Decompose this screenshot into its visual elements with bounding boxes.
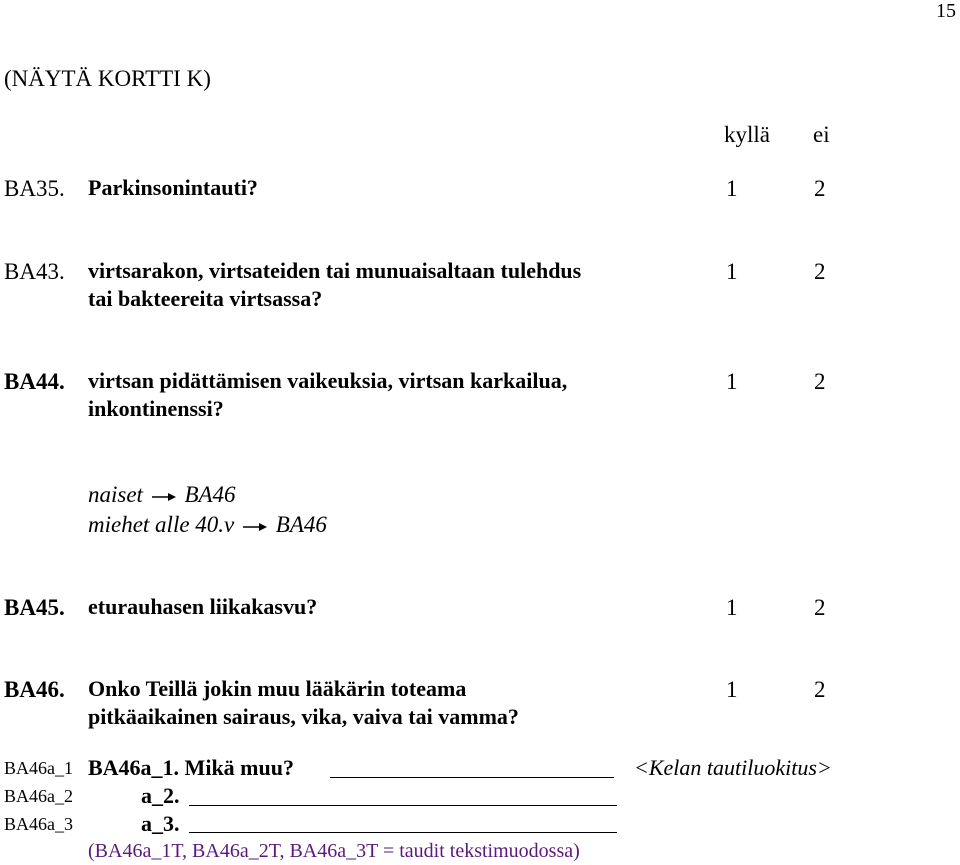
- answer-yes[interactable]: 1: [726, 369, 738, 394]
- variable-name: BA46a_3: [4, 814, 73, 834]
- subitem-label: a_3.: [141, 811, 180, 836]
- answer-line[interactable]: [330, 777, 614, 778]
- answer-yes[interactable]: 1: [726, 677, 738, 702]
- subitem-label: a_2.: [141, 783, 180, 808]
- question-text: Onko Teillä jokin muu lääkärin toteama: [88, 676, 467, 701]
- classification-note: <Kelan tautiluokitus>: [634, 755, 832, 780]
- question-text-line2: tai bakteereita virtsassa?: [88, 286, 323, 311]
- answer-no[interactable]: 2: [814, 677, 826, 702]
- question-text: Parkinsonintauti?: [88, 175, 258, 200]
- question-text-line2: pitkäaikainen sairaus, vika, vaiva tai vamma?: [88, 704, 519, 729]
- variable-name: BA46a_1: [4, 758, 73, 778]
- answer-yes[interactable]: 1: [726, 259, 738, 284]
- variable-name: BA46a_2: [4, 786, 73, 806]
- answer-yes[interactable]: 1: [726, 595, 738, 620]
- right-arrow-icon: [242, 520, 268, 534]
- routing-instruction-men-under-40: [88, 513, 327, 536]
- answer-line[interactable]: [189, 832, 617, 833]
- column-heading-no: ei: [813, 122, 830, 147]
- answer-line[interactable]: [189, 805, 617, 806]
- subitem-label: BA46a_1. Mikä muu?: [88, 755, 294, 780]
- question-text-line2: inkontinenssi?: [88, 396, 224, 421]
- question-code: BA43.: [4, 259, 65, 284]
- routing-condition: naiset: [88, 482, 143, 507]
- routing-instruction-women: [88, 483, 236, 506]
- answer-no[interactable]: 2: [814, 369, 826, 394]
- question-text: virtsan pidättämisen vaikeuksia, virtsan karkailua,: [88, 368, 568, 393]
- answer-yes[interactable]: 1: [726, 176, 738, 201]
- answer-no[interactable]: 2: [814, 595, 826, 620]
- question-text: eturauhasen liikakasvu?: [88, 594, 318, 619]
- question-code: BA44.: [4, 369, 65, 394]
- answer-no[interactable]: 2: [814, 176, 826, 201]
- routing-condition: miehet alle 40.v: [88, 512, 235, 537]
- question-code: BA35.: [4, 176, 65, 201]
- question-code: BA46.: [4, 677, 65, 702]
- question-code: BA45.: [4, 595, 65, 620]
- right-arrow-icon: [151, 490, 177, 504]
- routing-target: BA46: [184, 482, 236, 507]
- routing-target: BA46: [275, 512, 327, 537]
- show-card-instruction: (NÄYTÄ KORTTI K): [4, 66, 211, 91]
- column-heading-yes: kyllä: [724, 122, 770, 147]
- page-number: 15: [936, 0, 956, 22]
- answer-no[interactable]: 2: [814, 259, 826, 284]
- question-text: virtsarakon, virtsateiden tai munuaisaltaan tulehdus: [88, 258, 582, 283]
- text-variable-note: (BA46a_1T, BA46a_2T, BA46a_3T = taudit tekstimuodossa): [88, 840, 580, 862]
